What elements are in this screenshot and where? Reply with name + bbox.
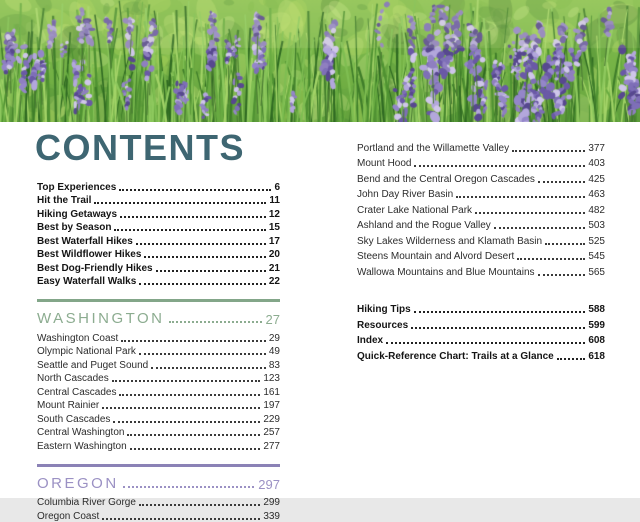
- lupine-meadow-photo: [0, 0, 640, 122]
- washington-section-rule: [37, 299, 280, 302]
- toc-entry-page: 12: [268, 208, 280, 220]
- toc-entry-page: 588: [588, 304, 605, 315]
- toc-entry-label: Easy Waterfall Walks: [37, 276, 137, 287]
- washington-entry-list: [37, 330, 280, 452]
- toc-entry: [357, 138, 605, 154]
- dot-leader: [144, 256, 265, 258]
- toc-entry-page: 403: [588, 158, 605, 169]
- toc-entry: [37, 357, 280, 371]
- toc-entry-page: 525: [588, 235, 605, 247]
- toc-entry-label: Steens Mountain and Alvord Desert: [357, 251, 515, 262]
- toc-entry: [37, 344, 280, 358]
- toc-entry-label: Washington Coast: [37, 332, 119, 344]
- toc-entry-label: Mount Hood: [357, 158, 412, 169]
- dot-leader: [120, 216, 266, 218]
- toc-entry: [37, 274, 280, 288]
- dot-leader: [414, 165, 585, 167]
- toc-entry-label: Central Washington: [37, 427, 125, 438]
- toc-entry-label: Best Wildflower Hikes: [37, 249, 142, 260]
- back-matter-list: [357, 300, 605, 362]
- toc-entry: [37, 495, 280, 509]
- dot-leader: [545, 243, 585, 245]
- toc-entry: [357, 231, 605, 247]
- toc-entry-label: Hiking Getaways: [37, 208, 118, 220]
- toc-entry-label: Best Dog-Friendly Hikes: [37, 262, 153, 274]
- toc-entry: [357, 247, 605, 263]
- dot-leader: [102, 518, 260, 520]
- toc-entry-page: 20: [268, 249, 280, 260]
- toc-entry: [357, 262, 605, 278]
- toc-entry-label: Best Waterfall Hikes: [37, 235, 133, 247]
- toc-entry-page: 545: [588, 251, 605, 262]
- toc-entry-page: 83: [268, 359, 280, 371]
- dot-leader: [113, 421, 260, 423]
- toc-entry: [37, 425, 280, 439]
- toc-entry-label: Columbia River Gorge: [37, 497, 136, 508]
- toc-entry-label: Quick-Reference Chart: Trails at a Glance: [357, 350, 554, 362]
- toc-entry-page: 618: [588, 350, 605, 362]
- dot-leader: [169, 321, 262, 323]
- dot-leader: [112, 380, 261, 382]
- toc-entry-page: 503: [588, 220, 605, 231]
- toc-entry-page: 339: [263, 510, 280, 522]
- toc-entry: [357, 216, 605, 232]
- toc-entry-label: Best by Season: [37, 222, 112, 233]
- toc-entry-label: Sky Lakes Wilderness and Klamath Basin: [357, 235, 543, 247]
- section-page: 27: [265, 312, 280, 327]
- toc-entry: [37, 193, 280, 207]
- toc-entry: [37, 384, 280, 398]
- dot-leader: [121, 340, 266, 342]
- dot-leader: [151, 367, 266, 369]
- toc-entry-page: 15: [268, 222, 280, 233]
- toc-entry: [37, 330, 280, 344]
- dot-leader: [130, 448, 261, 450]
- toc-entry-page: 6: [274, 181, 280, 193]
- toc-entry: [37, 247, 280, 261]
- dot-leader: [136, 243, 266, 245]
- toc-entry: [37, 411, 280, 425]
- toc-entry: [37, 371, 280, 385]
- toc-entry-page: 21: [268, 262, 280, 274]
- toc-entry: [37, 438, 280, 452]
- toc-entry-label: Mount Rainier: [37, 400, 100, 411]
- toc-entry-page: 463: [588, 189, 605, 200]
- dot-leader: [156, 270, 266, 272]
- toc-entry-page: 425: [588, 173, 605, 185]
- contents-body: [0, 122, 640, 522]
- toc-entry: [37, 206, 280, 220]
- toc-entry-label: Ashland and the Rogue Valley: [357, 220, 491, 231]
- toc-entry-label: Seattle and Puget Sound: [37, 359, 149, 371]
- dot-leader: [494, 227, 586, 229]
- toc-entry-label: Central Cascades: [37, 386, 117, 398]
- dot-leader: [119, 394, 260, 396]
- toc-entry-page: 29: [268, 332, 280, 344]
- dot-leader: [557, 358, 586, 360]
- toc-entry-label: Hit the Trail: [37, 195, 92, 206]
- dot-leader: [411, 327, 585, 329]
- toc-entry-page: 22: [268, 276, 280, 287]
- toc-entry-page: 565: [588, 266, 605, 278]
- toc-entry: [357, 331, 605, 347]
- dot-leader: [114, 229, 265, 231]
- oregon-section-rule: [37, 464, 280, 467]
- toc-entry-label: Hiking Tips: [357, 304, 411, 315]
- toc-entry-page: 17: [268, 235, 280, 247]
- toc-entry: [37, 260, 280, 274]
- toc-entry-page: 299: [263, 497, 280, 508]
- dot-leader: [456, 196, 585, 198]
- dot-leader: [119, 189, 271, 191]
- dot-leader: [414, 311, 586, 313]
- toc-entry-page: 377: [588, 142, 605, 154]
- dot-leader: [94, 202, 266, 204]
- toc-entry-page: 197: [263, 400, 280, 411]
- toc-entry-label: Wallowa Mountains and Blue Mountains: [357, 266, 535, 278]
- toc-entry: [357, 200, 605, 216]
- section-name: OREGON: [37, 474, 119, 492]
- toc-entry-label: Top Experiences: [37, 181, 117, 193]
- toc-entry: [37, 398, 280, 412]
- toc-entry: [37, 508, 280, 522]
- toc-entry-label: Olympic National Park: [37, 346, 136, 357]
- toc-entry-label: Eastern Washington: [37, 440, 127, 452]
- oregon-continued-list: [357, 138, 605, 278]
- toc-entry-label: Crater Lake National Park: [357, 204, 473, 216]
- toc-entry-page: 49: [268, 346, 280, 357]
- toc-entry-label: Resources: [357, 319, 409, 331]
- toc-entry: [37, 220, 280, 234]
- dot-leader: [123, 486, 255, 488]
- dot-leader: [538, 274, 586, 276]
- toc-entry-label: North Cascades: [37, 373, 109, 384]
- dot-leader: [139, 283, 266, 285]
- dot-leader: [127, 434, 260, 436]
- toc-entry: [357, 346, 605, 362]
- front-matter-list: [37, 176, 280, 287]
- page-title: CONTENTS: [35, 127, 245, 168]
- section-page: 297: [258, 476, 280, 492]
- dot-leader: [139, 353, 266, 355]
- toc-entry: [357, 300, 605, 316]
- dot-leader: [538, 181, 585, 183]
- toc-entry: [37, 179, 280, 193]
- toc-entry-label: Bend and the Central Oregon Cascades: [357, 173, 535, 185]
- toc-entry-page: 277: [263, 440, 280, 452]
- dot-leader: [512, 150, 585, 152]
- oregon-section-heading: [37, 474, 280, 491]
- toc-entry: [37, 233, 280, 247]
- toc-entry: [357, 169, 605, 185]
- toc-entry-page: 11: [269, 195, 280, 206]
- dot-leader: [386, 342, 585, 344]
- dot-leader: [102, 407, 260, 409]
- toc-entry-label: Index: [357, 335, 384, 346]
- toc-entry-label: Portland and the Willamette Valley: [357, 142, 510, 154]
- section-name: WASHINGTON: [37, 310, 165, 327]
- toc-entry-page: 161: [263, 386, 280, 398]
- toc-entry: [357, 315, 605, 331]
- toc-entry: [357, 185, 605, 201]
- dot-leader: [139, 504, 260, 506]
- toc-entry-label: South Cascades: [37, 413, 111, 425]
- toc-entry-label: Oregon Coast: [37, 510, 100, 522]
- toc-entry-page: 608: [588, 335, 605, 346]
- right-column: [357, 128, 605, 498]
- dot-leader: [475, 212, 585, 214]
- dot-leader: [517, 258, 585, 260]
- oregon-entry-list: [37, 495, 280, 522]
- washington-section-heading: [37, 309, 280, 326]
- toc-entry-page: 123: [263, 373, 280, 384]
- toc-entry-page: 257: [263, 427, 280, 438]
- toc-entry-label: John Day River Basin: [357, 189, 454, 200]
- toc-entry-page: 599: [588, 319, 605, 331]
- left-column: [35, 127, 280, 522]
- toc-entry-page: 482: [588, 204, 605, 216]
- toc-entry: [357, 154, 605, 170]
- toc-entry-page: 229: [263, 413, 280, 425]
